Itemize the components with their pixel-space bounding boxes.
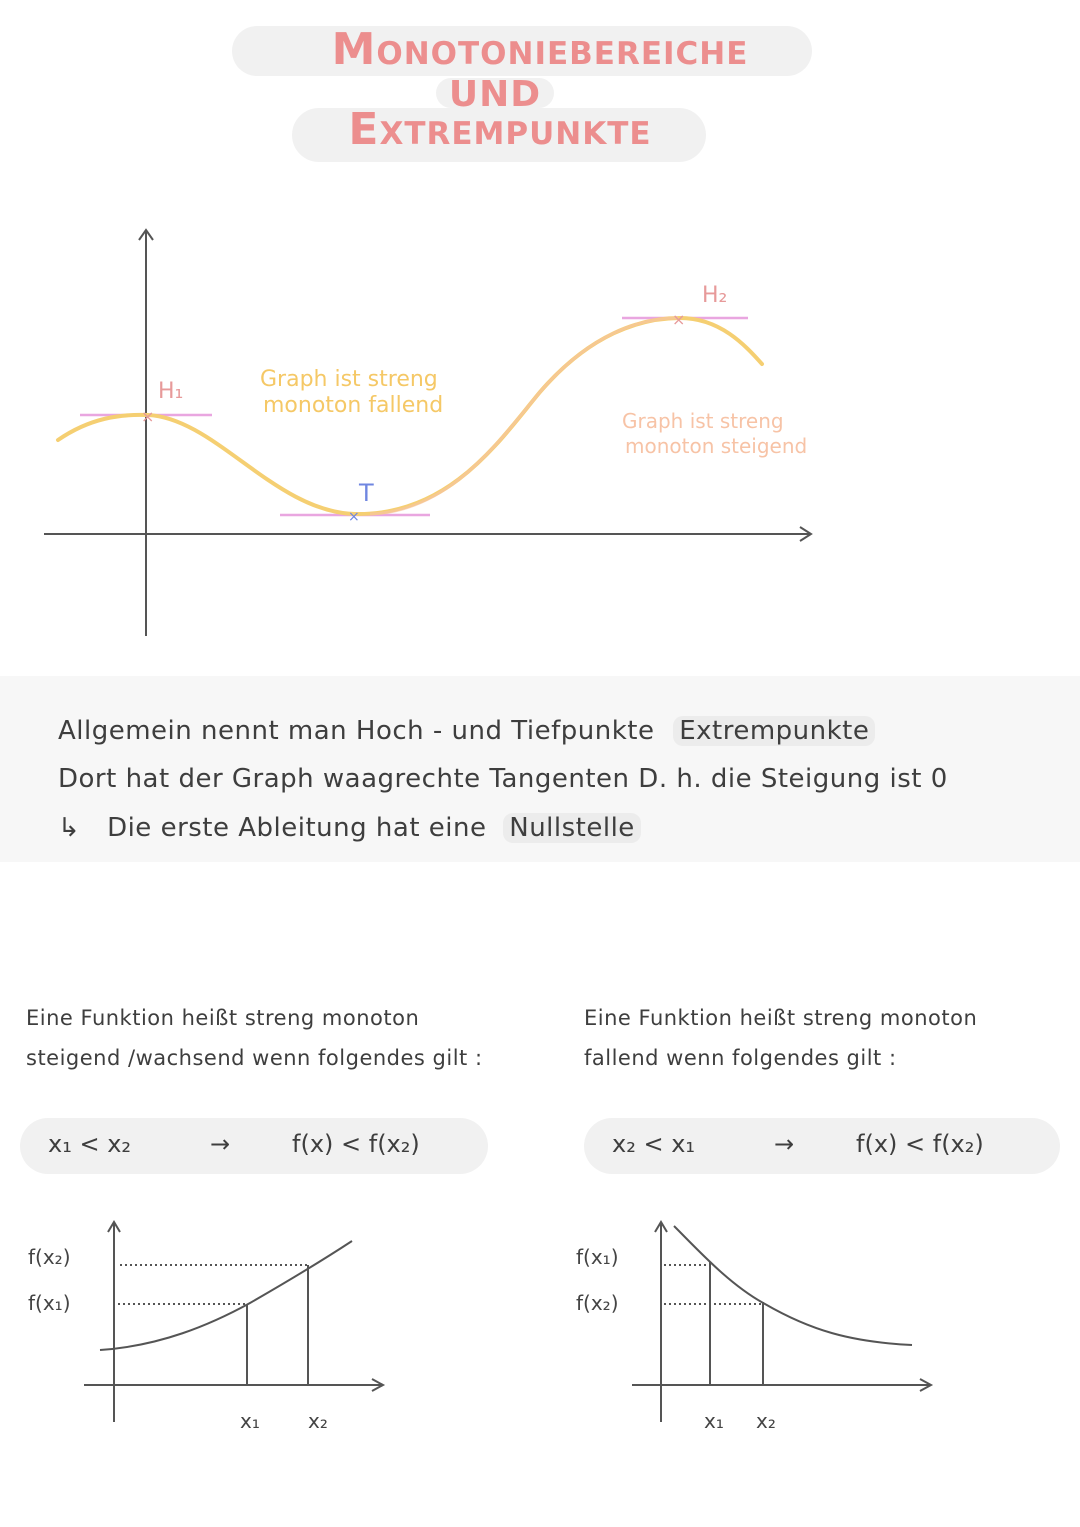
falling-x-label-left: x₁	[704, 1409, 724, 1433]
note-falling-line2: monoton fallend	[263, 393, 444, 418]
falling-condition-pill	[584, 1118, 1060, 1174]
explanation-line-3	[58, 813, 641, 843]
falling-x-arrow	[920, 1379, 931, 1391]
falling-y-arrow	[655, 1222, 667, 1232]
h2-mark: ×	[672, 310, 686, 329]
explanation-line-3-text: Die erste Ableitung hat eine	[107, 813, 487, 843]
rising-curve	[100, 1241, 352, 1350]
highlight-extrempunkte: Extrempunkte	[673, 716, 875, 746]
explanation-line-2: Dort hat der Graph waagrechte Tangenten D. h. die Steigung ist 0	[58, 764, 948, 794]
rising-x-label-left: x₁	[240, 1409, 260, 1433]
rising-condition-pill	[20, 1118, 488, 1174]
falling-x-label-right: x₂	[756, 1409, 776, 1433]
falling-def-line-2: fallend wenn folgendes gilt :	[584, 1046, 897, 1070]
falling-cond-left: x₂ < x₁	[612, 1130, 696, 1158]
rising-def-line-2: steigend /wachsend wenn folgendes gilt :	[26, 1046, 483, 1070]
label-h1: H₁	[158, 379, 184, 404]
main-graph	[0, 0, 1080, 660]
rising-y-label-upper: f(x₂)	[28, 1245, 71, 1269]
falling-curve	[674, 1226, 912, 1345]
title-line-2: UND	[448, 74, 542, 115]
highlight-nullstelle: Nullstelle	[503, 813, 641, 843]
t-mark: ×	[348, 509, 360, 525]
falling-definition	[584, 998, 1064, 1078]
h1-mark: ×	[141, 407, 155, 426]
falling-cond-arrow-icon: →	[774, 1130, 795, 1158]
falling-def-line-1: Eine Funktion heißt streng monoton	[584, 1006, 978, 1030]
note-rising-line1: Graph ist streng	[622, 409, 784, 433]
falling-cond-right: f(x) < f(x₂)	[856, 1130, 984, 1158]
title-line-1: Monotoniebereiche	[331, 24, 749, 75]
rising-cond-left: x₁ < x₂	[48, 1130, 132, 1158]
rising-y-arrow	[108, 1222, 120, 1232]
rising-def-line-1: Eine Funktion heißt streng monoton	[26, 1006, 420, 1030]
label-t: T	[359, 479, 374, 507]
explanation-line-1-text: Allgemein nennt man Hoch - und Tiefpunkte	[58, 716, 655, 746]
arrow-hook-icon: ↳	[58, 813, 81, 843]
rising-x-label-right: x₂	[308, 1409, 328, 1433]
note-rising-line2: monoton steigend	[625, 434, 808, 458]
rising-y-label-lower: f(x₁)	[28, 1291, 71, 1315]
rising-x-arrow	[372, 1379, 383, 1391]
note-falling-line1: Graph ist streng	[260, 367, 438, 392]
rising-cond-right: f(x) < f(x₂)	[292, 1130, 420, 1158]
rising-cond-arrow-icon: →	[210, 1130, 231, 1158]
explanation-line-1	[58, 716, 875, 746]
falling-y-label-lower: f(x₂)	[576, 1291, 619, 1315]
falling-y-label-upper: f(x₁)	[576, 1245, 619, 1269]
label-h2: H₂	[702, 283, 728, 308]
title-line-3: Extrempunkte	[348, 104, 652, 155]
rising-definition	[26, 998, 546, 1078]
